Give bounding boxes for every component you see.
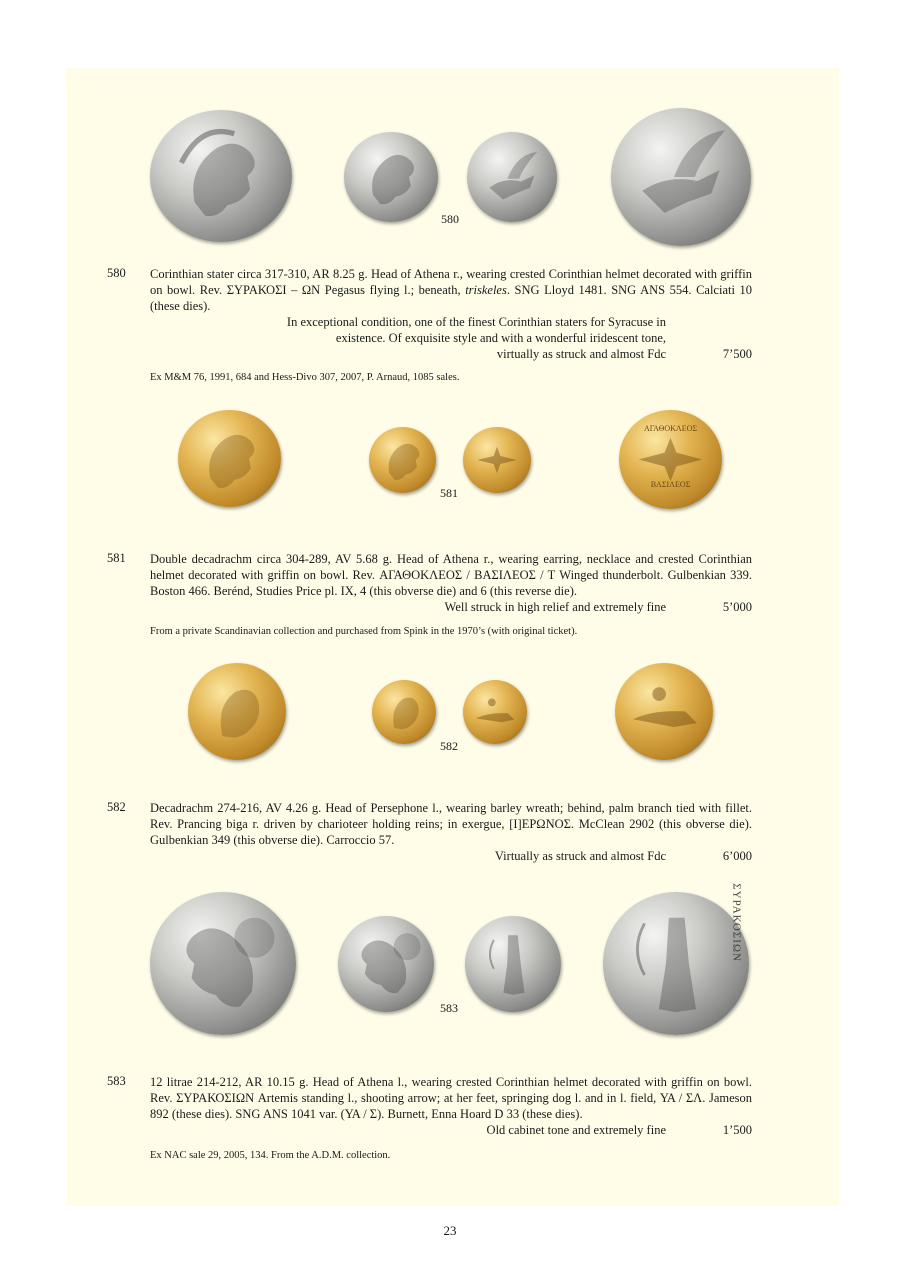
pegasus-icon (467, 132, 557, 222)
description-text: . SNG Lloyd 1481. SNG ANS 554. Calciati 10 (these dies). (150, 283, 752, 313)
artemis-archer-icon (603, 892, 749, 1035)
page-number: 23 (443, 1223, 457, 1238)
athena-head-icon (369, 427, 436, 493)
comment-line: existence. Of exquisite style and with a wonderful iridescent tone, (335, 331, 666, 345)
thunderbolt-icon (463, 427, 531, 493)
coin-581-reverse-small (463, 427, 531, 493)
description-italic: triskeles (465, 283, 507, 297)
biga-chariot-icon (463, 680, 527, 744)
lot-grade-581: Well struck in high relief and extremely fine (444, 600, 666, 614)
description-text: Decadrachm 274-216, AV 4.26 g. Head of Persephone l., wearing barley wreath; behind, palm branch tied with fillet. Rev. Prancing biga r. driven by charioteer holding reins; in exergue, [Ι]ΕΡΩΝΟΣ. McClean 2902 (this obverse die). Gulbenkian 349 (this obverse die). Carroccio 57. (150, 801, 752, 847)
coin-581-obverse-large (178, 410, 281, 507)
lot-description-583 (150, 1074, 752, 1122)
athena-head-icon (178, 410, 281, 507)
lot-number-581: 581 (107, 551, 126, 565)
athena-head-icon (338, 916, 434, 1012)
lot-grade-583: Old cabinet tone and extremely fine (486, 1123, 666, 1137)
figure-label-580: 580 (441, 212, 459, 226)
grade-line-582 (150, 848, 752, 864)
coin-583-obverse-small (338, 916, 434, 1012)
coin-583-reverse-large (603, 883, 749, 1035)
coin-580-obverse-large (150, 110, 292, 242)
coin-581-obverse-small (369, 427, 436, 493)
description-text: Corinthian stater circa 317-310, AR 8.25 g. Head of Athena r., wearing crested Corinthian helmet decorated with griffin on bowl. Rev. ΣΥΡΑΚΟΣΙ – ΩΝ Pegasus flying l.; beneath, (150, 267, 752, 297)
lot-number-582: 582 (107, 800, 126, 814)
description-text: 12 litrae 214-212, AR 10.15 g. Head of Athena l., wearing crested Corinthian helmet decorated with griffin on bowl. Rev. ΣΥΡΑΚΟΣΙΩΝ Artemis standing l., shooting arrow; at her feet, springing dog l. and in l. field, ΥΑ / ΣΛ. Jameson 892 (these dies). SNG ANS 1041 var. (ΥΑ / Σ). Burnett, Enna Hoard D 33 (these dies). (150, 1075, 752, 1121)
lot-description-582 (150, 800, 752, 864)
coin-580-reverse-small (467, 132, 557, 222)
coin-583-reverse-small (465, 916, 561, 1012)
lot-grade-582: Virtually as struck and almost Fdc (494, 849, 666, 863)
coin-582-reverse-large (615, 663, 713, 760)
lot-description-580 (150, 266, 752, 362)
lot-description-581 (150, 551, 752, 599)
grade-line-583 (150, 1122, 752, 1138)
grade-line-581 (150, 599, 752, 615)
provenance-580: Ex M&M 76, 1991, 684 and Hess-Divo 307, 2007, P. Arnaud, 1085 sales. (150, 372, 460, 383)
coin-legend-top: ΑΓΑΘΟΚΛΕΟΣ (643, 424, 698, 433)
comment-line: In exceptional condition, one of the finest Corinthian staters for Syracuse in (286, 315, 666, 329)
coin-legend-bottom: ΒΑΣΙΛΕΟΣ (650, 480, 691, 489)
lot-price-581: 5’000 (722, 600, 752, 614)
description-text: Double decadrachm circa 304-289, AV 5.68 g. Head of Athena r., wearing earring, necklace and crested Corinthian helmet decorated with griffin on bowl. Rev. ΑΓΑΘΟΚΛΕΟΣ / ΒΑΣΙΛΕΟΣ / Τ Winged thunderbolt. Gulbenkian 339. Boston 466. Berénd, Studies Price pl. IX, 4 (this obverse die) and 6 (this reverse die). (150, 552, 752, 598)
artemis-archer-icon (465, 916, 561, 1012)
provenance-581: From a private Scandinavian collection and purchased from Spink in the 1970’s (with original ticket). (150, 626, 578, 637)
figure-label-581: 581 (440, 486, 458, 500)
lot-number-583: 583 (107, 1074, 126, 1088)
persephone-head-icon (188, 663, 286, 760)
lot-price-583: 1’500 (722, 1123, 752, 1137)
coin-580-obverse-small (344, 132, 438, 222)
coin-581-reverse-large (619, 410, 722, 509)
lot-number-580: 580 (107, 266, 126, 280)
coin-582-reverse-small (463, 680, 527, 744)
persephone-head-icon (372, 680, 436, 744)
biga-chariot-icon (615, 663, 713, 760)
figure-label-583: 583 (440, 1001, 458, 1015)
lot-price-580: 7’500 (722, 347, 752, 361)
coin-583-obverse-large (150, 892, 296, 1035)
athena-head-icon (150, 110, 292, 242)
comment-line: virtually as struck and almost Fdc 7’500 (496, 347, 752, 361)
provenance-583: Ex NAC sale 29, 2005, 134. From the A.D.M. collection. (150, 1150, 391, 1161)
pegasus-icon (611, 108, 751, 246)
coin-582-obverse-small (372, 680, 436, 744)
coin-580-reverse-large (611, 108, 751, 246)
athena-head-icon (344, 132, 438, 222)
figure-label-582: 582 (440, 739, 458, 753)
lot-price-582: 6’000 (722, 849, 752, 863)
coin-582-obverse-large (188, 663, 286, 760)
athena-head-icon (150, 892, 296, 1035)
coin-legend: ΣΥΡΑΚΟΣΙΩΝ (731, 883, 743, 962)
